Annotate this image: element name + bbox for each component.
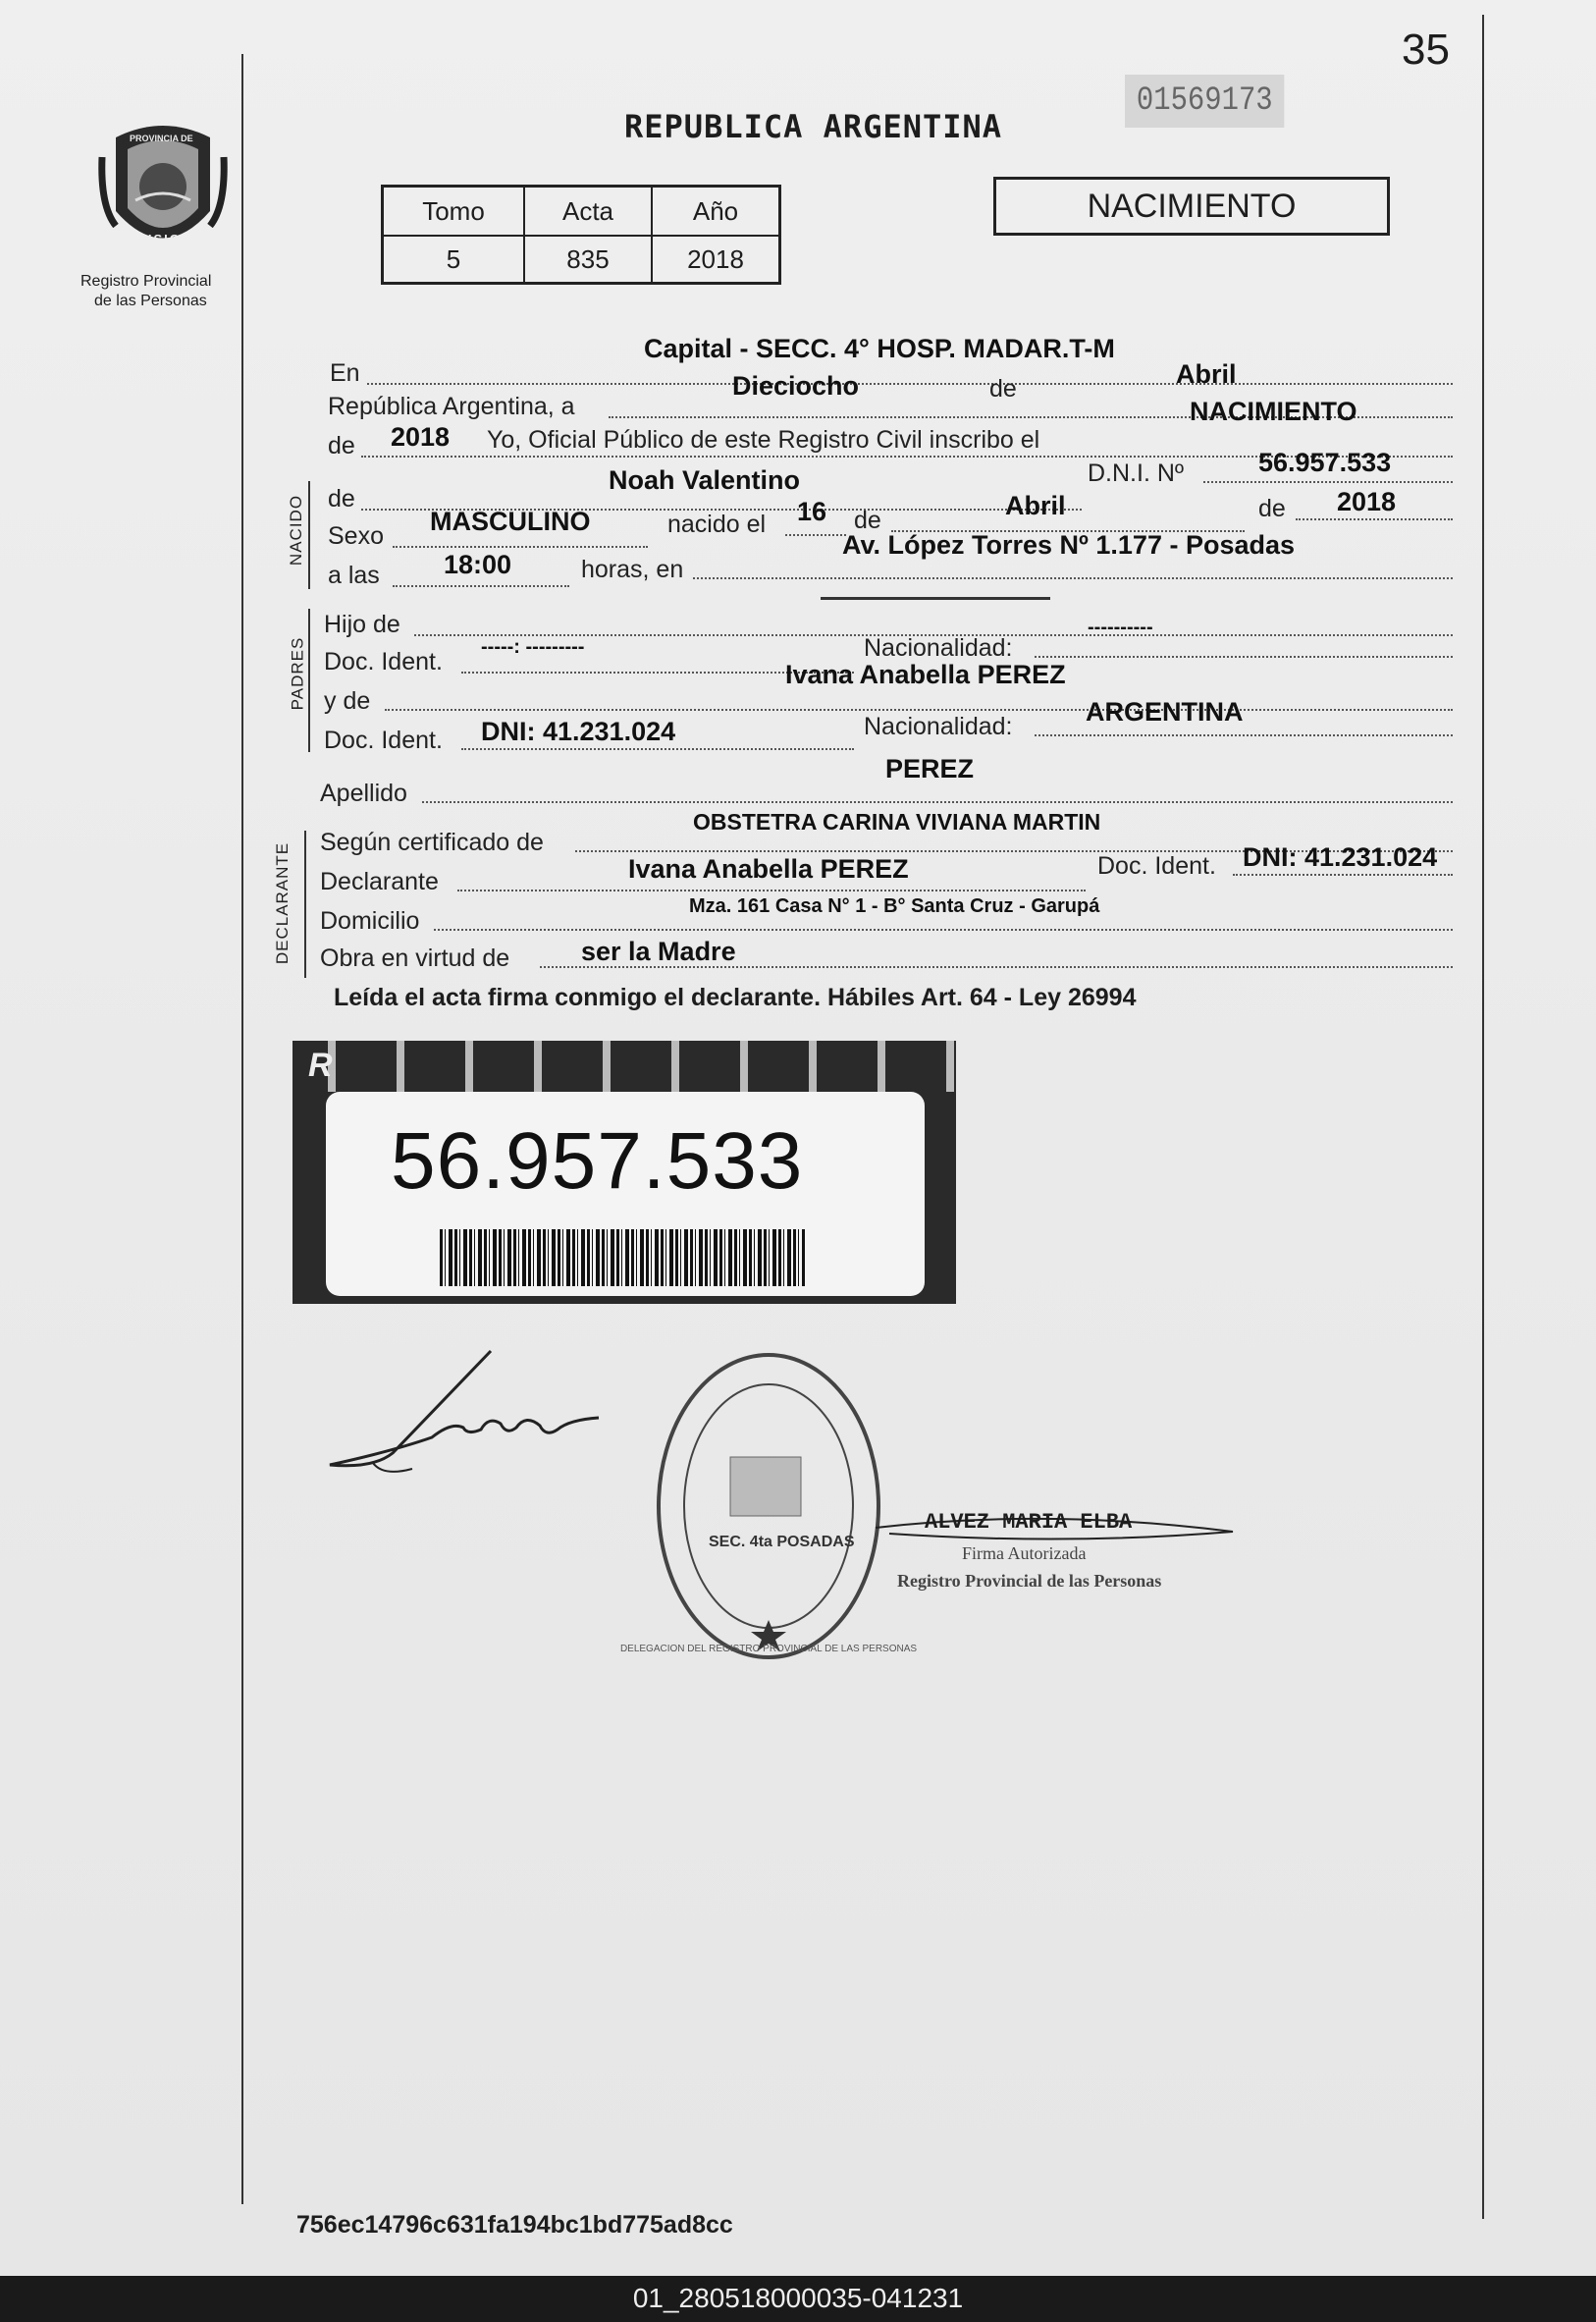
country-title: REPUBLICA ARGENTINA — [624, 108, 1003, 145]
dotted-line — [1233, 874, 1453, 876]
dotted-line — [785, 534, 846, 536]
year-de-label: de — [328, 432, 355, 459]
place-value: Capital - SECC. 4° HOSP. MADAR.T-M — [644, 334, 1115, 363]
month-value: Abril — [1176, 359, 1237, 389]
nacido-section-label: NACIDO — [287, 494, 306, 567]
crest-top-text: PROVINCIA DE — [130, 134, 193, 143]
section-divider — [308, 609, 310, 752]
dotted-line — [693, 577, 1453, 579]
table-header: Año — [652, 187, 780, 237]
nacionalidad-label-1: Nacionalidad: — [864, 634, 1013, 662]
right-margin-line — [1482, 15, 1484, 2219]
cert-label: Según certificado de — [320, 829, 544, 856]
official-name: ALVEZ MARIA ELBA — [925, 1510, 1133, 1535]
section-divider — [308, 481, 310, 589]
sexo-value: MASCULINO — [430, 507, 591, 536]
apellido-label: Apellido — [320, 780, 407, 807]
alas-label: a las — [328, 562, 380, 589]
dotted-line — [367, 383, 1453, 385]
doc-type-label: NACIMIENTO — [1087, 188, 1297, 225]
declarante-label: Declarante — [320, 868, 439, 895]
declarante-section-label: DECLARANTE — [273, 841, 293, 965]
declarante-name: Ivana Anabella PEREZ — [628, 854, 909, 884]
logo-caption-2: de las Personas — [94, 293, 207, 309]
father-blank-line — [821, 597, 1050, 600]
official-title: Firma Autorizada — [962, 1543, 1087, 1563]
tomo-acta-table — [381, 185, 781, 285]
nacido-de-label: de — [328, 485, 355, 513]
sexo-label: Sexo — [328, 522, 384, 550]
official-text: Yo, Oficial Público de este Registro Civil inscribo el — [487, 426, 1040, 454]
left-margin-line — [241, 54, 243, 2204]
obra-label: Obra en virtud de — [320, 945, 510, 972]
official-org: Registro Provincial de las Personas — [897, 1571, 1162, 1591]
dotted-line — [461, 748, 854, 750]
declarant-signature — [314, 1345, 609, 1483]
doc-ident-label-2: Doc. Ident. — [324, 727, 443, 754]
serial-number: 01569173 — [1125, 75, 1285, 128]
footer-filename: 01_280518000035-041231 — [632, 2283, 964, 2313]
cert-value: OBSTETRA CARINA VIVIANA MARTIN — [693, 809, 1101, 835]
sticker-number: 56.957.533 — [391, 1116, 804, 1206]
republica-label: República Argentina, a — [328, 393, 575, 420]
dotted-line — [457, 890, 1086, 891]
section-divider — [304, 831, 306, 978]
logo-caption-1: Registro Provincial — [80, 273, 212, 290]
table-header: Tomo — [383, 187, 525, 237]
yde-label: y de — [324, 687, 371, 715]
decl-doc-label: Doc. Ident. — [1097, 852, 1216, 880]
obra-value: ser la Madre — [581, 937, 736, 966]
table-header: Acta — [524, 187, 652, 237]
crest-bottom-text: MISIONES — [135, 232, 214, 246]
day-value: Dieciocho — [732, 371, 860, 401]
dotted-line — [1035, 734, 1453, 736]
child-dni: 56.957.533 — [1258, 448, 1392, 477]
sticker-pattern-letter: R — [308, 1047, 333, 1084]
doc-type-box — [993, 177, 1390, 236]
declarante-doc: DNI: 41.231.024 — [1243, 842, 1438, 872]
child-name: Noah Valentino — [609, 465, 801, 495]
dotted-line — [434, 929, 1453, 931]
padres-section-label: PADRES — [288, 636, 307, 711]
de-label: de — [989, 375, 1017, 403]
barcode — [440, 1229, 805, 1286]
page-number: 35 — [1402, 26, 1450, 74]
birth-address: Av. López Torres Nº 1.177 - Posadas — [842, 530, 1296, 560]
de1-label: de — [854, 507, 881, 534]
official-seal — [619, 1349, 918, 1663]
father-nationality: ---------- — [1088, 617, 1153, 638]
domicilio-label: Domicilio — [320, 907, 420, 935]
birth-time: 18:00 — [444, 550, 512, 579]
dotted-line — [422, 801, 1453, 803]
dotted-line — [393, 585, 569, 587]
dni-label: D.N.I. Nº — [1088, 459, 1185, 487]
birth-day: 16 — [797, 497, 827, 526]
table-cell: 5 — [383, 236, 525, 284]
table-header-row — [383, 187, 780, 237]
id-sticker — [293, 1041, 956, 1304]
mother-name: Ivana Anabella PEREZ — [785, 660, 1066, 689]
year-value: 2018 — [391, 422, 451, 452]
sticker-pattern — [293, 1041, 956, 1092]
de2-label: de — [1258, 495, 1286, 522]
closing-text: Leída el acta firma conmigo el declarante. Hábiles Art. 64 - Ley 26994 — [334, 984, 1137, 1011]
father-doc: -----: --------- — [481, 636, 585, 658]
birth-month: Abril — [1005, 491, 1066, 520]
dotted-line — [1296, 518, 1453, 520]
birth-year: 2018 — [1337, 487, 1397, 516]
dotted-line — [385, 709, 1453, 711]
table-row — [383, 236, 780, 284]
provincial-crest — [96, 118, 230, 265]
sticker-label — [326, 1092, 925, 1296]
doc-ident-label-1: Doc. Ident. — [324, 648, 443, 675]
hijo-label: Hijo de — [324, 611, 400, 638]
domicilio-value: Mza. 161 Casa N° 1 - B° Santa Cruz - Garupá — [689, 895, 1100, 917]
table-cell: 835 — [524, 236, 652, 284]
en-label: En — [330, 359, 360, 387]
dotted-line — [1035, 656, 1453, 658]
mother-nationality: ARGENTINA — [1086, 697, 1244, 727]
dotted-line — [1203, 481, 1453, 483]
seal-ring-text: DELEGACION DEL REGISTRO PROVINCIAL DE LAS PERSONAS — [619, 1644, 918, 1654]
seal-center-text: SEC. 4ta POSADAS — [709, 1534, 855, 1550]
horas-label: horas, en — [581, 556, 684, 583]
apellido-value: PEREZ — [885, 754, 975, 783]
act-type-value: NACIMIENTO — [1190, 397, 1357, 426]
mother-doc: DNI: 41.231.024 — [481, 717, 676, 746]
nacido-el-label: nacido el — [667, 511, 767, 538]
nacionalidad-label-2: Nacionalidad: — [864, 713, 1013, 740]
dotted-line — [393, 546, 648, 548]
document-hash: 756ec14796c631fa194bc1bd775ad8cc — [296, 2211, 733, 2239]
table-cell: 2018 — [652, 236, 780, 284]
